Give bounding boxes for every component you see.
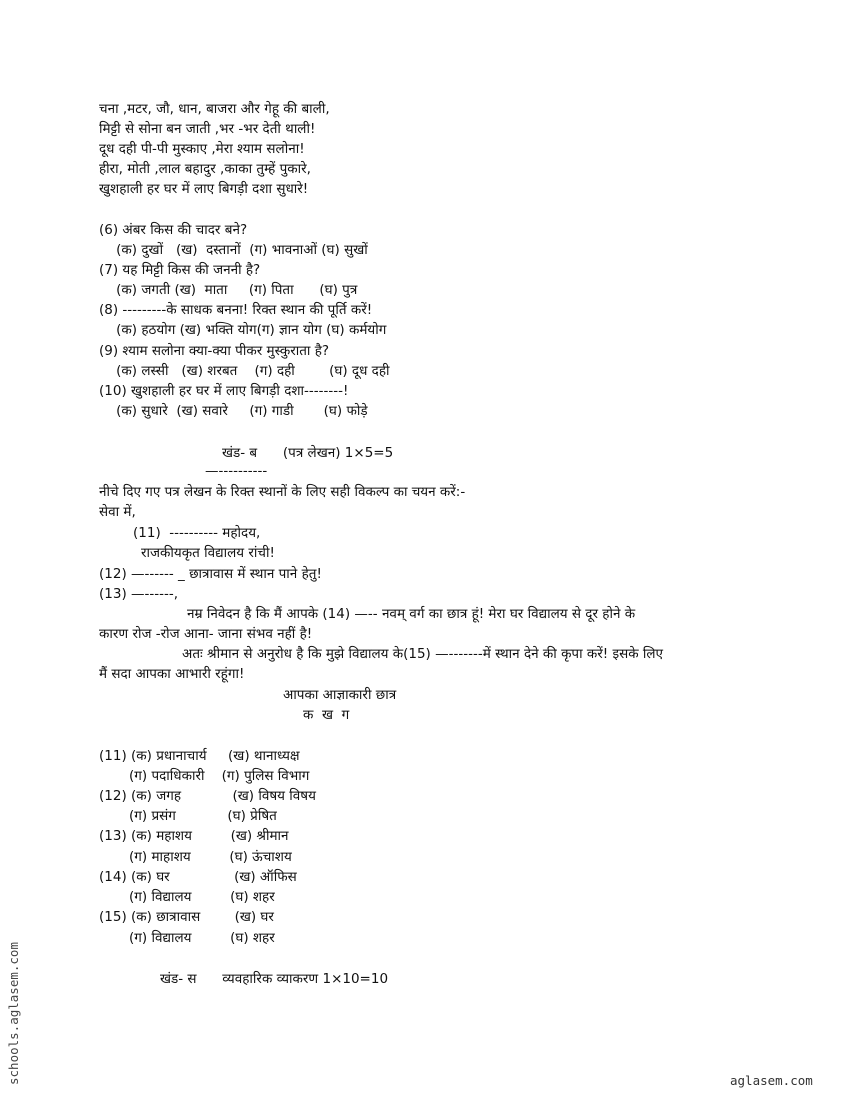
question-8-options: (क) हठयोग (ख) भक्ति योग(ग) ज्ञान योग (घ) कर्मयोग <box>99 322 387 338</box>
option-line: (11) (क) प्रधानाचार्य (ख) थानाध्यक्ष <box>99 748 300 764</box>
section-b-underline: —---------- <box>205 463 268 479</box>
letter-salutation: सेवा में, <box>99 504 136 520</box>
letter-body: मैं सदा आपका आभारी रहूंगा! <box>99 666 245 682</box>
letter-closing: आपका आज्ञाकारी छात्र <box>283 687 397 703</box>
letter-body: नम्र निवेदन है कि मैं आपके (14) —-- नवम् वर्ग का छात्र हूं! मेरा घर विद्यालय से दूर होने के <box>187 606 636 622</box>
poem-line: मिट्टी से सोना बन जाती ,भर -भर देती थाली! <box>99 121 316 137</box>
question-7-options: (क) जगती (ख) माता (ग) पिता (घ) पुत्र <box>99 282 358 298</box>
option-line: (14) (क) घर (ख) ऑफिस <box>99 869 297 885</box>
side-watermark: schools.aglasem.com <box>6 942 21 1085</box>
question-9-options: (क) लस्सी (ख) शरबत (ग) दही (घ) दूध दही <box>99 363 390 379</box>
letter-body: कारण रोज -रोज आना- जाना संभव नहीं है! <box>99 626 313 642</box>
letter-school: राजकीयकृत विद्यालय रांची! <box>141 545 275 561</box>
question-10: (10) खुशहाली हर घर में लाए बिगड़ी दशा--------! <box>99 383 349 399</box>
question-7: (7) यह मिट्टी किस की जननी है? <box>99 262 261 278</box>
option-line: (ग) माहाशय (घ) ऊंचाशय <box>99 849 292 865</box>
question-10-options: (क) सुधारे (ख) सवारे (ग) गाडी (घ) फोड़े <box>99 403 368 419</box>
letter-body: अतः श्रीमान से अनुरोध है कि मुझे विद्यालय के(15) —-------में स्थान देने की कृपा करें! इसके लिए <box>182 646 664 662</box>
option-line: (15) (क) छात्रावास (ख) घर <box>99 909 274 925</box>
option-line: (ग) विद्यालय (घ) शहर <box>99 930 275 946</box>
option-line: (13) (क) महाशय (ख) श्रीमान <box>99 828 289 844</box>
poem-line: हीरा, मोती ,लाल बहादुर ,काका तुम्हें पुकारे, <box>99 161 311 177</box>
option-line: (12) (क) जगह (ख) विषय विषय <box>99 788 316 804</box>
poem-line: खुशहाली हर घर में लाए बिगड़ी दशा सुधारे! <box>99 181 309 197</box>
section-b-instruction: नीचे दिए गए पत्र लेखन के रिक्त स्थानों के लिए सही विकल्प का चयन करें:- <box>99 484 466 500</box>
question-9: (9) श्याम सलोना क्या-क्या पीकर मुस्कुराता है? <box>99 343 330 359</box>
question-8: (8) ---------के साधक बनना! रिक्त स्थान की पूर्ति करें! <box>99 302 373 318</box>
footer-watermark: aglasem.com <box>730 1073 813 1088</box>
letter-subject: (12) —------ _ छात्रावास में स्थान पाने हेतु! <box>99 566 322 582</box>
letter-greeting: (13) —------, <box>99 586 179 602</box>
poem-line: चना ,मटर, जौ, धान, बाजरा और गेहू की बाली, <box>99 101 330 117</box>
poem-line: दूध दही पी-पी मुस्काए ,मेरा श्याम सलोना! <box>99 141 305 157</box>
option-line: (ग) विद्यालय (घ) शहर <box>99 889 275 905</box>
section-c-heading: खंड- स व्यवहारिक व्याकरण 1×10=10 <box>160 971 389 987</box>
section-b-heading: खंड- ब (पत्र लेखन) 1×5=5 <box>222 445 394 461</box>
question-6-options: (क) दुखों (ख) दस्तानों (ग) भावनाओं (घ) सुखों <box>99 242 368 258</box>
letter-to-line: (11) ---------- महोदय, <box>133 525 261 541</box>
option-line: (ग) प्रसंग (घ) प्रेषित <box>99 808 277 824</box>
letter-signature: क ख ग <box>303 707 350 723</box>
option-line: (ग) पदाधिकारी (ग) पुलिस विभाग <box>99 768 310 784</box>
question-6: (6) अंबर किस की चादर बने? <box>99 222 248 238</box>
